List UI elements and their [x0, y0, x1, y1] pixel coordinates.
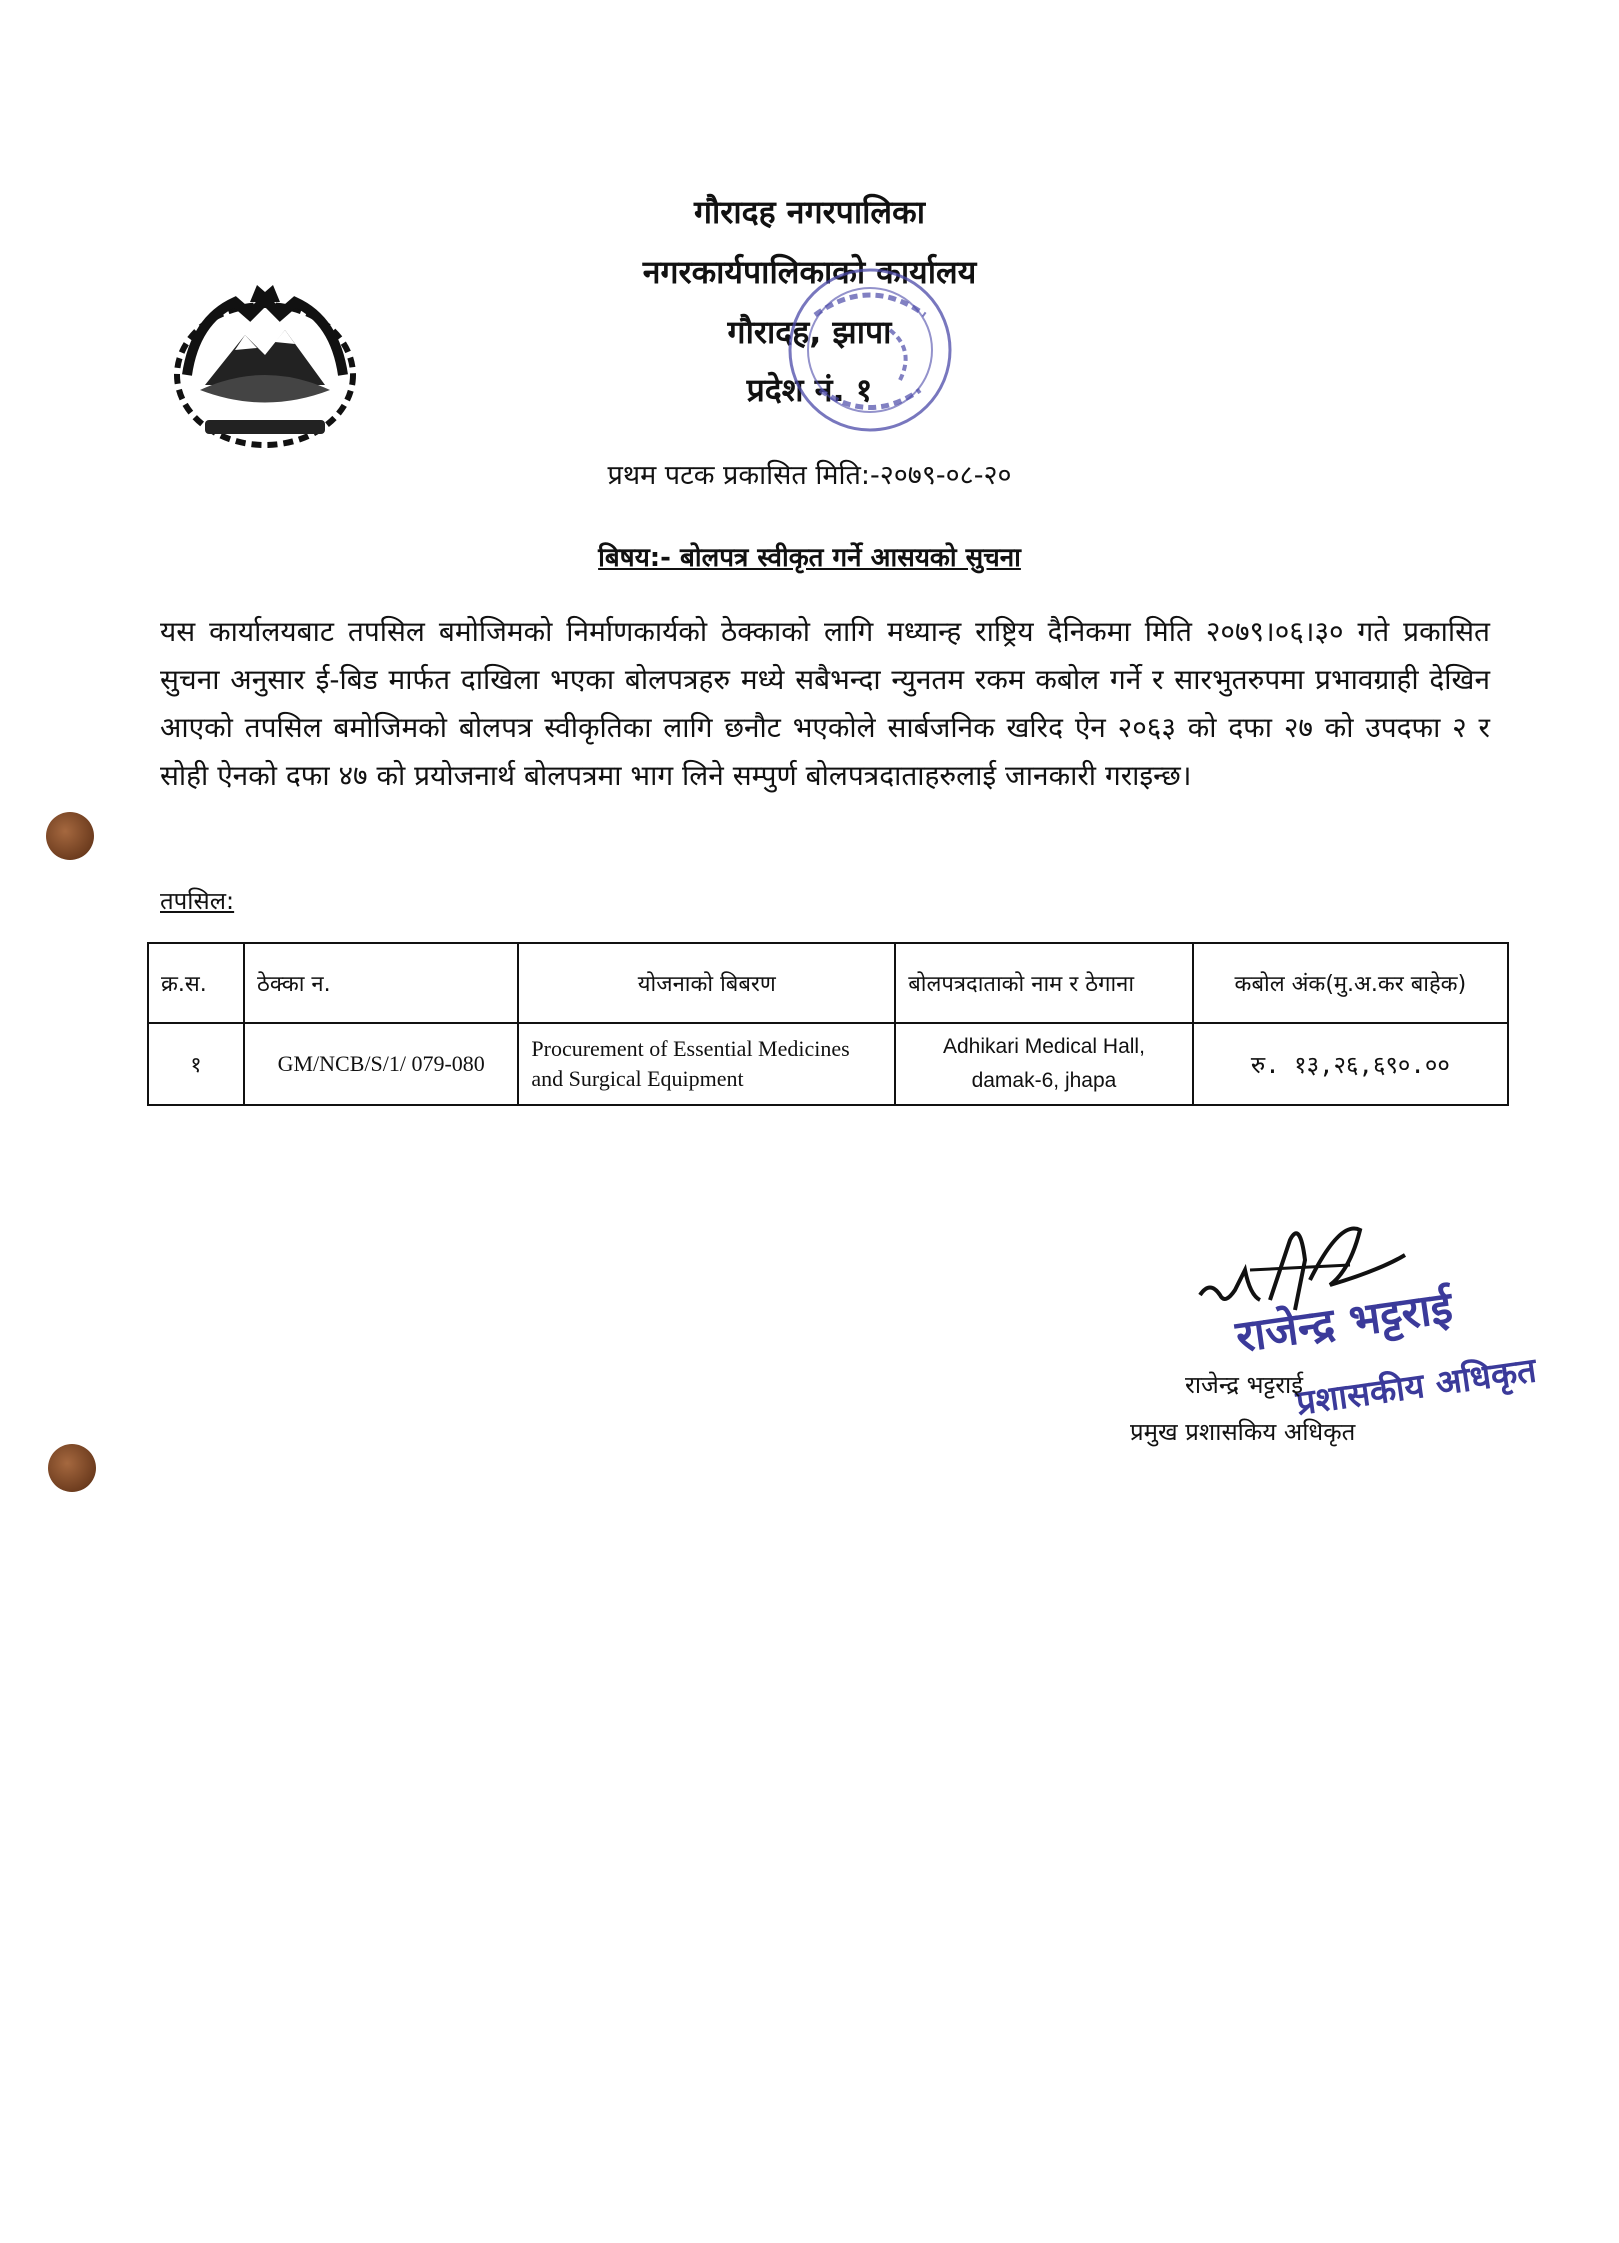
signatory-stamp	[1215, 1282, 1545, 1430]
office-seal-stamp	[740, 255, 980, 445]
col-header-amount: कबोल अंक(मु.अ.कर बाहेक)	[1193, 943, 1508, 1023]
table-header-row	[148, 943, 1508, 1023]
municipality-name: गौरादह नगरपालिका	[694, 193, 925, 231]
notice-subject	[0, 538, 1619, 574]
punch-hole-icon	[46, 812, 94, 860]
signatory-stamp-title: प्रशासकीय अधिकृत	[1293, 1350, 1539, 1424]
col-header-bidder: बोलपत्रदाताको नाम र ठेगाना	[895, 943, 1193, 1023]
cell-description: Procurement of Essential Medicines and Surgical Equipment	[518, 1023, 895, 1105]
office-location: गौरादह, झापा	[727, 313, 892, 351]
publication-date: प्रथम पटक प्रकासित मिति:-२०७९-०८-२०	[607, 460, 1012, 491]
bidder-name: Adhikari Medical Hall,	[943, 1035, 1145, 1058]
award-table	[147, 942, 1509, 1106]
table-row	[148, 1023, 1508, 1105]
cell-contract-no: GM/NCB/S/1/ 079-080	[244, 1023, 518, 1105]
punch-hole-icon	[48, 1444, 96, 1492]
office-name: नगरकार्यपालिकाको कार्यालय	[642, 253, 977, 291]
col-header-description: योजनाको बिबरण	[518, 943, 895, 1023]
province-name: प्रदेश नं. १	[746, 371, 873, 409]
signatory-stamp-name: राजेन्द्र भट्टराई	[1232, 1282, 1456, 1363]
cell-amount: रु. १३,२६,६९०.००	[1193, 1023, 1508, 1105]
cell-sn: १	[148, 1023, 244, 1105]
signatory-title: प्रमुख प्रशासकिय अधिकृत	[1130, 1418, 1356, 1446]
schedule-label: तपसिल:	[160, 887, 235, 915]
col-header-sn: क्र.स.	[148, 943, 244, 1023]
col-header-contract-no: ठेक्का न.	[244, 943, 518, 1023]
notice-subject-text: बिषय:- बोलपत्र स्वीकृत गर्ने आसयको सुचना	[598, 543, 1021, 573]
signatory-name: राजेन्द्र भट्टराई	[1185, 1371, 1304, 1399]
nepal-emblem-icon	[165, 280, 365, 450]
bidder-address: damak-6, jhapa	[971, 1069, 1117, 1092]
notice-body: यस कार्यालयबाट तपसिल बमोजिमको निर्माणकार्यको ठेक्काको लागि मध्यान्ह राष्ट्रिय दैनिकमा मिति २०७९।०६।३० गते प्रकासित सुचना अनुसार ई-बिड मार्फत दाखिला भएका बोलपत्रहरु मध्ये सबैभन्दा न्युनतम रकम कबोल गर्ने र सारभुतरुपमा प्रभावग्राही देखिन आएको तपसिल बमोजिमको बोलपत्र स्वीकृतिका लागि छनौट भएकोले सार्बजनिक खरिद ऐन २०६३ को दफा २७ को उपदफा २ र सोही ऐनको दफा ४७ को प्रयोजनार्थ बोलपत्रमा भाग लिने सम्पुर्ण बोलपत्रदाताहरुलाई जानकारी गराइन्छ।	[160, 615, 1490, 792]
cell-bidder	[895, 1023, 1193, 1105]
